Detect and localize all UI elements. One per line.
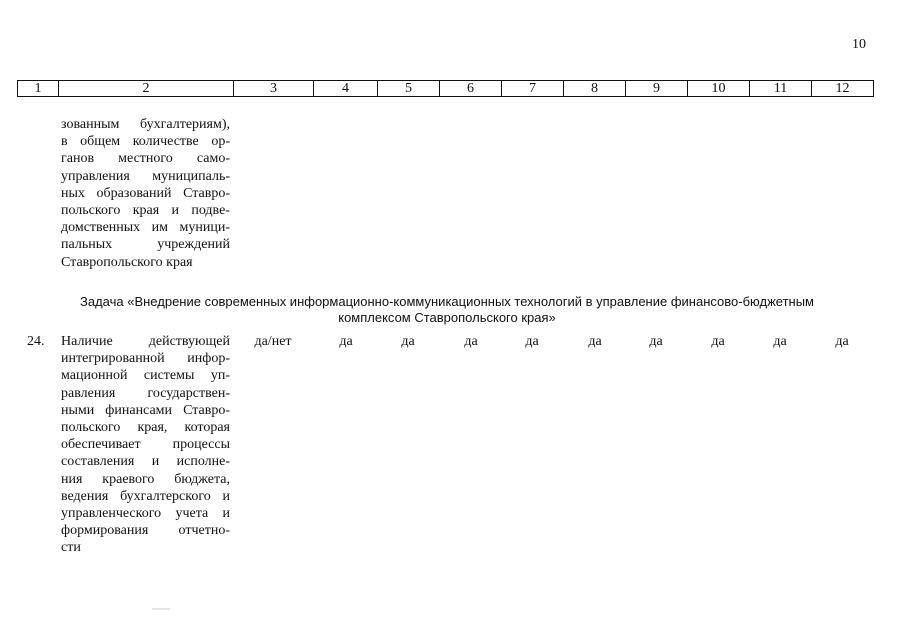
word: подве- <box>191 203 230 219</box>
word: бухгалтериям), <box>140 117 230 132</box>
text-line <box>61 116 230 133</box>
column-number-cell: 5 <box>378 81 440 97</box>
word: Ставро- <box>183 402 230 418</box>
text-line <box>61 453 230 470</box>
unit-of-measure: да/нет <box>254 334 292 349</box>
word: учета <box>175 506 209 522</box>
word: польского <box>61 420 121 436</box>
page-number: 10 <box>852 37 866 52</box>
column-number-cell: 11 <box>750 81 812 97</box>
word: равления <box>61 385 116 401</box>
word: ных <box>61 185 85 201</box>
scan-artifact <box>152 608 170 610</box>
word: им <box>151 220 169 236</box>
word: и <box>171 203 180 219</box>
text-line <box>61 471 230 488</box>
continued-indicator-text <box>61 116 230 271</box>
text-line <box>61 367 230 384</box>
text-line-content: Ставропольского края <box>61 254 193 270</box>
text-line <box>61 168 230 185</box>
word: финансами <box>105 402 173 418</box>
column-number-cell: 1 <box>18 81 59 97</box>
indicator-value: да <box>464 334 478 349</box>
word: инфор- <box>187 351 230 367</box>
word: местного <box>118 151 173 167</box>
indicator-value: да <box>773 334 787 349</box>
word: пальных <box>61 237 113 253</box>
text-line <box>61 522 230 539</box>
indicator-value: да <box>339 334 353 349</box>
word: процессы <box>172 437 230 453</box>
word: в <box>61 134 68 150</box>
word: которая <box>184 420 230 436</box>
word: составления <box>61 454 135 470</box>
word: управленческого <box>61 506 162 522</box>
word: края <box>132 203 160 219</box>
task-heading <box>24 294 870 326</box>
word: учреждений <box>157 237 230 253</box>
word: само- <box>196 151 230 167</box>
word: ганов <box>61 151 95 167</box>
column-number-cell: 2 <box>59 81 234 97</box>
word: управления <box>61 168 130 184</box>
text-line <box>61 505 230 522</box>
word: обеспечивает <box>61 437 141 453</box>
indicator-value: да <box>588 334 602 349</box>
indicator-description <box>61 333 230 557</box>
task-heading-line: Задача «Внедрение современных информационно-коммуникационных технологий в управление финансово-бюджетным <box>80 294 814 309</box>
text-line <box>61 436 230 453</box>
word: муници- <box>179 220 230 236</box>
word: мационной <box>61 368 128 384</box>
word: системы <box>143 368 195 384</box>
column-number-cell: 9 <box>626 81 688 97</box>
row-number: 24. <box>27 334 45 349</box>
column-number-cell: 4 <box>314 81 378 97</box>
task-heading-line: комплексом Ставропольского края» <box>338 310 556 325</box>
word: ведения <box>61 488 109 504</box>
indicator-value: да <box>835 334 849 349</box>
word: польского <box>61 203 121 219</box>
word: Наличие <box>61 334 113 349</box>
word: и <box>222 488 230 504</box>
column-number-cell: 10 <box>688 81 750 97</box>
column-number-header <box>17 80 874 97</box>
word: ор- <box>211 134 230 150</box>
word: уп- <box>210 368 230 384</box>
column-number-cell: 8 <box>564 81 626 97</box>
text-line <box>61 236 230 253</box>
word: ными <box>61 402 95 418</box>
text-line <box>61 539 230 556</box>
column-number-cell: 6 <box>440 81 502 97</box>
text-line <box>61 133 230 150</box>
text-line <box>61 333 230 350</box>
indicator-value: да <box>525 334 539 349</box>
word: Ставро- <box>183 185 230 201</box>
text-line <box>61 385 230 402</box>
text-line <box>61 219 230 236</box>
column-number-cell: 7 <box>502 81 564 97</box>
word: и <box>151 454 160 470</box>
indicator-value: да <box>711 334 725 349</box>
indicator-value: да <box>649 334 663 349</box>
word: домственных <box>61 220 141 236</box>
word: общем <box>80 134 121 150</box>
text-line <box>61 350 230 367</box>
word: ния <box>61 471 83 487</box>
text-line <box>61 150 230 167</box>
word: количестве <box>132 134 199 150</box>
word: действующей <box>148 334 230 349</box>
text-line <box>61 202 230 219</box>
word: и <box>222 506 230 522</box>
text-line <box>61 185 230 202</box>
word: зованным <box>61 117 120 132</box>
word: интегрированной <box>61 351 165 367</box>
text-line <box>61 419 230 436</box>
word: муниципаль- <box>152 168 230 184</box>
word: государствен- <box>147 385 230 401</box>
word: края, <box>137 420 168 436</box>
column-number-cell: 3 <box>234 81 314 97</box>
word: бухгалтерского <box>120 488 211 504</box>
word: исполне- <box>176 454 230 470</box>
text-line-content: сти <box>61 540 81 556</box>
indicator-value: да <box>401 334 415 349</box>
text-line <box>61 254 230 271</box>
word: образований <box>96 185 172 201</box>
word: отчетно- <box>178 523 230 539</box>
word: формирования <box>61 523 149 539</box>
word: бюджета, <box>174 471 230 487</box>
text-line <box>61 402 230 419</box>
column-number-cell: 12 <box>812 81 874 97</box>
text-line <box>61 488 230 505</box>
word: краевого <box>102 471 155 487</box>
